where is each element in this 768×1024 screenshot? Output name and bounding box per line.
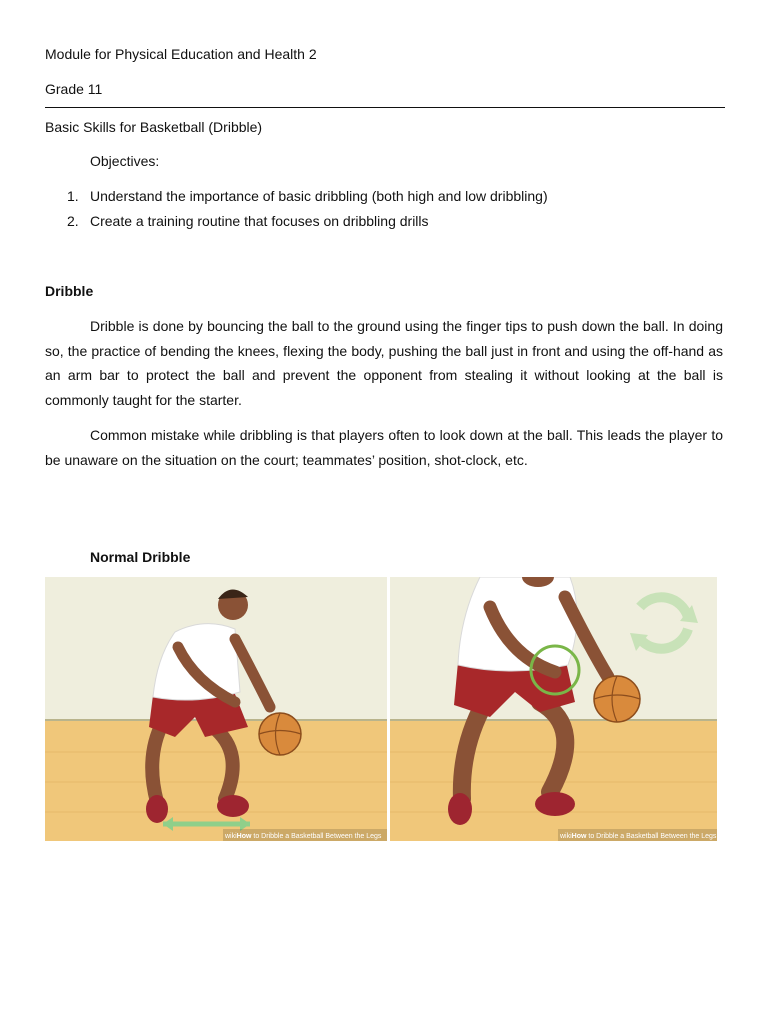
- objective-number: 1.: [67, 188, 79, 204]
- illustration-panel-right: [390, 577, 717, 841]
- objective-number: 2.: [67, 213, 79, 229]
- objective-text: Create a training routine that focuses on dribbling drills: [90, 213, 429, 229]
- lesson-title: Basic Skills for Basketball (Dribble): [45, 119, 263, 135]
- objectives-list: [45, 186, 548, 236]
- watermark-text: wikiHow to Dribble a Basketball Between the Legs: [225, 833, 382, 840]
- objectives-label: Objectives:: [90, 153, 160, 169]
- watermark-text: wikiHow to Dribble a Basketball Between the Legs: [560, 833, 717, 840]
- dribble-illustration-front: [45, 577, 387, 841]
- objective-text: Understand the importance of basic dribbling (both high and low dribbling): [90, 188, 548, 204]
- dribble-illustration-closeup: [390, 577, 717, 841]
- header-divider: [45, 107, 725, 108]
- module-title: Module for Physical Education and Health 2: [45, 46, 317, 62]
- objective-item: [45, 186, 548, 211]
- section-heading: Dribble: [45, 283, 94, 299]
- illustration-panel-left: [45, 577, 387, 841]
- objective-item: [45, 211, 548, 236]
- figure-heading: Normal Dribble: [90, 549, 191, 565]
- grade-label: Grade 11: [45, 81, 103, 97]
- paragraph-dribble-technique: Dribble is done by bouncing the ball to the ground using the finger tips to push down the ball. In doing so, the practice of bending the knees, flexing the body, pushing the ball just in front and using the off-hand as an arm bar to protect the ball and prevent the opponent from stealing it without looking at the ball is commonly taught for the starter.: [45, 318, 723, 408]
- paragraph-common-mistake: Common mistake while dribbling is that players often to look down at the ball. This leads the player to be unaware on the situation on the court; teammates’ position, shot-clock, etc.: [45, 427, 723, 468]
